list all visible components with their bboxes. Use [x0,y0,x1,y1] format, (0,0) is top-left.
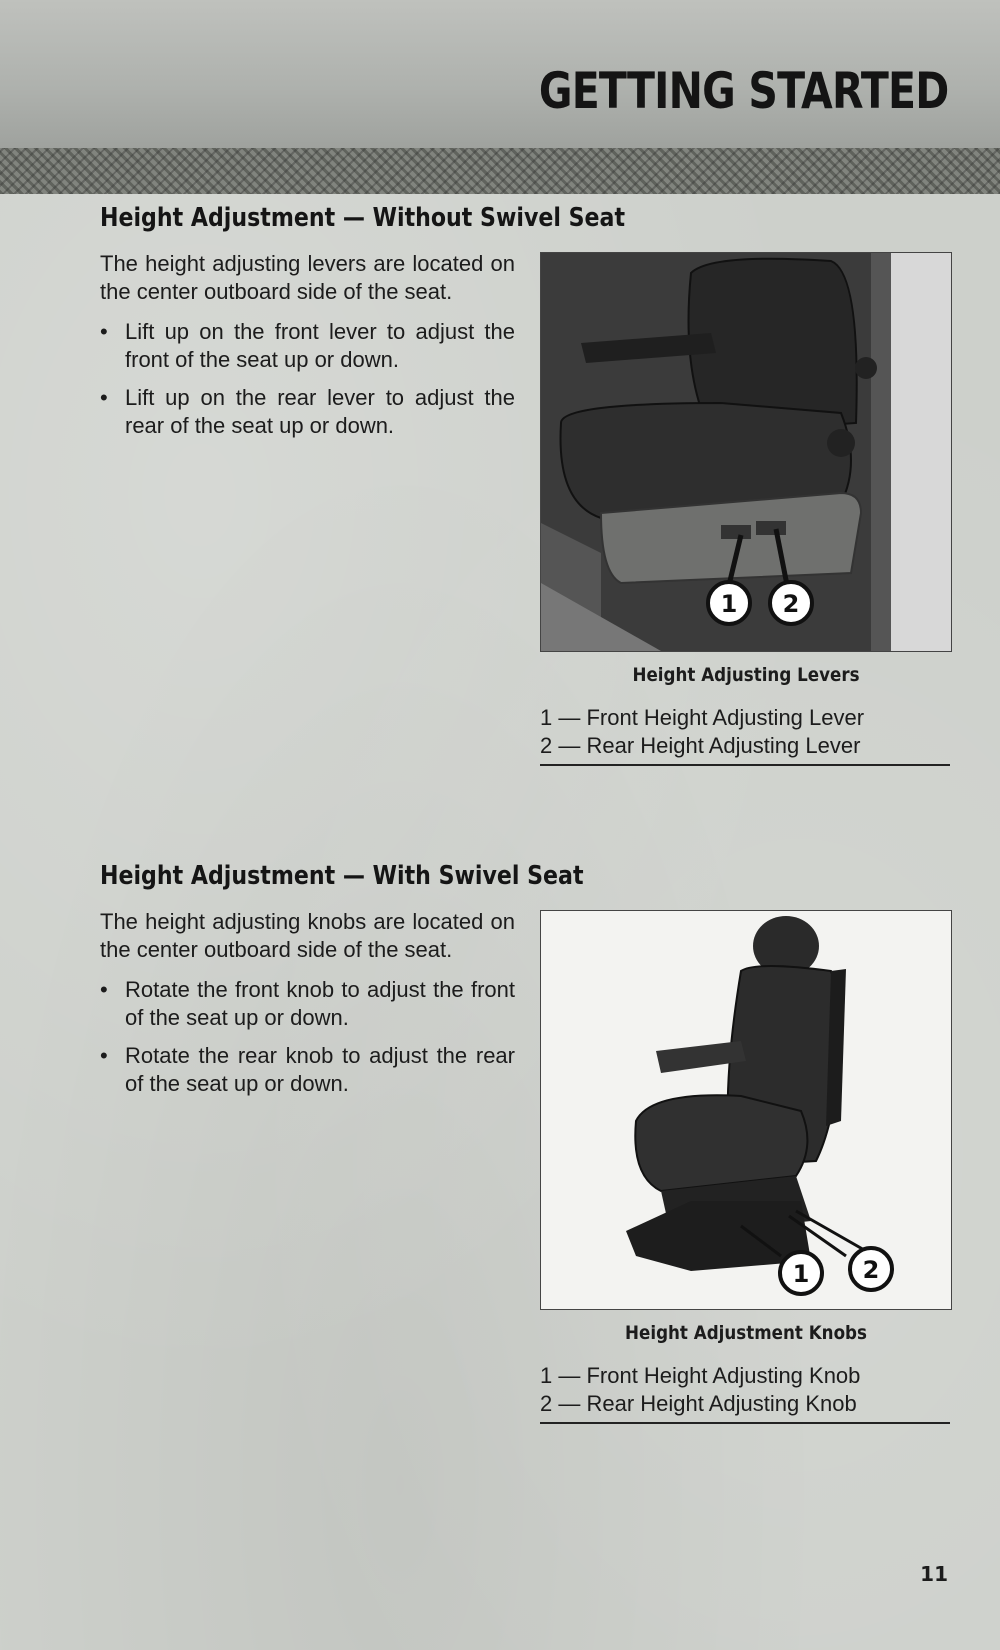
figure-caption: Height Adjustment Knobs [625,1322,867,1344]
legend-item: 2 — Rear Height Adjusting Knob [540,1391,857,1416]
callout-label: 2 [862,1256,880,1284]
figure-caption: Height Adjusting Levers [632,664,860,686]
tread-stripe [0,148,1000,194]
section-with-swivel [100,856,952,1416]
callout-label: 2 [782,590,800,618]
bullet-list [100,318,515,440]
section-body [100,250,515,450]
intro-paragraph: The height adjusting knobs are located on the center outboard side of the seat. [100,909,515,962]
bullet-item: • Lift up on the front lever to adjust the front of the seat up or down. [100,318,515,374]
figure-legend [540,1362,950,1424]
section-without-swivel [100,198,952,758]
bullet-item: • Lift up on the rear lever to adjust the rear of the seat up or down. [100,384,515,440]
callout-label: 1 [720,590,738,618]
page-title: GETTING STARTED [538,62,948,120]
bullet-item: • Rotate the rear knob to adjust the rear of the seat up or down. [100,1042,515,1098]
section-body [100,908,515,1108]
page-number: 11 [920,1562,948,1586]
swivel-seat-photo [540,910,952,1310]
figure-knobs [540,910,952,1424]
bullet-item: • Rotate the front knob to adjust the front of the seat up or down. [100,976,515,1032]
callout-label: 1 [792,1260,810,1288]
figure-levers [540,252,952,766]
legend-item: 1 — Front Height Adjusting Lever [540,705,865,730]
seat-illustration [541,911,951,1309]
seat-levers-photo [540,252,952,652]
legend-item: 1 — Front Height Adjusting Knob [540,1363,861,1388]
section-heading: Height Adjustment — Without Swivel Seat [100,203,626,233]
legend-item: 2 — Rear Height Adjusting Lever [540,733,861,758]
seat-illustration [541,253,951,651]
intro-paragraph: The height adjusting levers are located on the center outboard side of the seat. [100,251,515,304]
header-banner [0,0,1000,148]
figure-legend [540,704,950,766]
section-heading: Height Adjustment — With Swivel Seat [100,861,584,891]
bullet-list [100,976,515,1098]
